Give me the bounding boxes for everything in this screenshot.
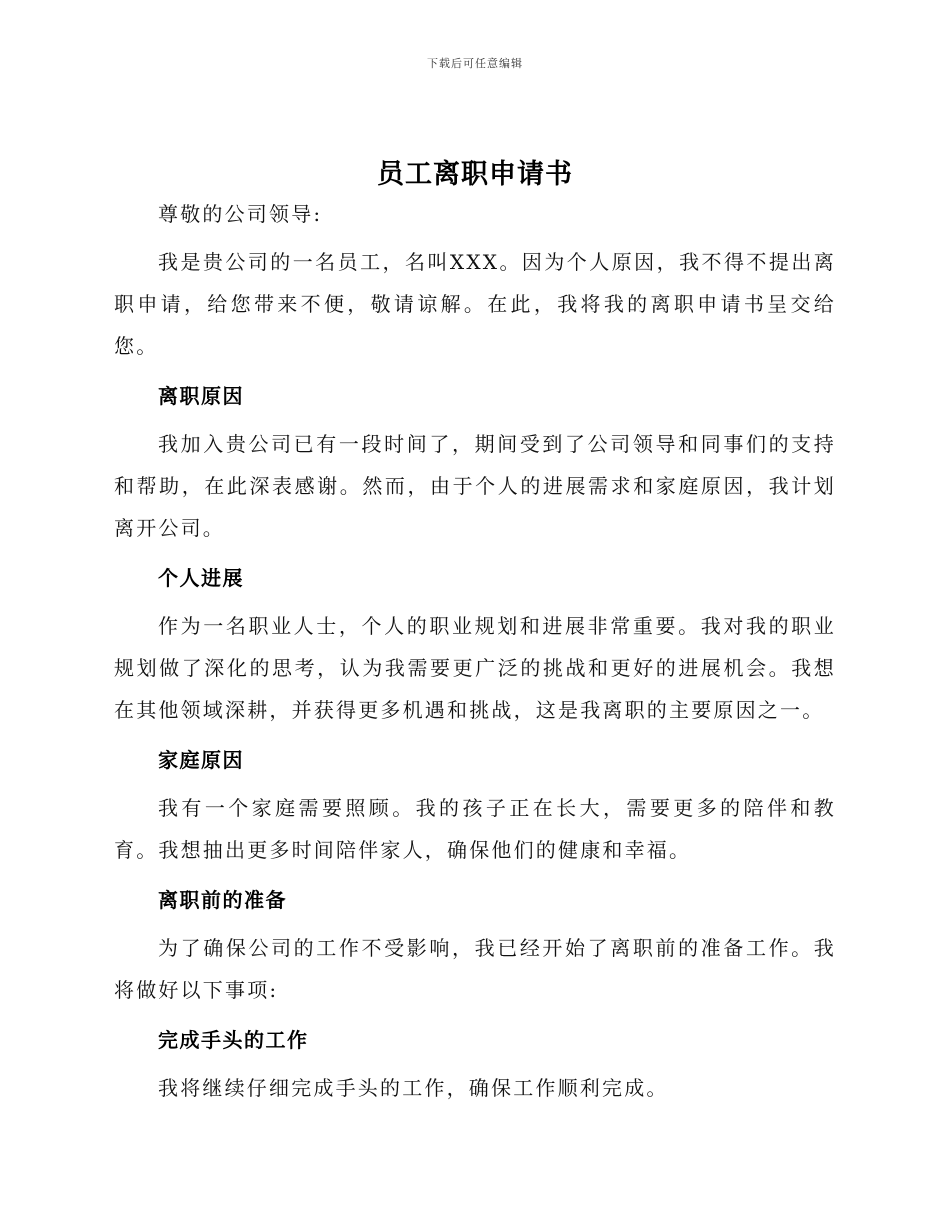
section-heading-reason: 离职原因 [158, 384, 244, 408]
section-heading-finish-work: 完成手头的工作 [158, 1028, 309, 1052]
section-heading-family: 家庭原因 [158, 748, 244, 772]
page-title: 员工离职申请书 [377, 159, 573, 190]
section-heading-personal: 个人进展 [158, 566, 244, 590]
header-note: 下载后可任意编辑 [427, 57, 523, 70]
document-body [114, 193, 836, 1109]
section-body-reason: 我加入贵公司已有一段时间了，期间受到了公司领导和同事们的支持和帮助，在此深表感谢。然而，由于个人的进展需求和家庭原因，我计划离开公司。 [114, 432, 836, 540]
section-body-personal: 作为一名职业人士，个人的职业规划和进展非常重要。我对我的职业规划做了深化的思考，认为我需要更广泛的挑战和更好的进展机会。我想在其他领域深耕，并获得更多机遇和挑战，这是我离职的主要原因之一。 [114, 614, 836, 722]
section-body-finish-work: 我将继续仔细完成手头的工作，确保工作顺利完成。 [158, 1076, 669, 1100]
greeting: 尊敬的公司领导: [158, 202, 323, 226]
intro-paragraph: 我是贵公司的一名员工，名叫XXX。因为个人原因，我不得不提出离职申请，给您带来不便，敬请谅解。在此，我将我的离职申请书呈交给您。 [114, 250, 836, 358]
section-body-family: 我有一个家庭需要照顾。我的孩子正在长大，需要更多的陪伴和教育。我想抽出更多时间陪伴家人，确保他们的健康和幸福。 [114, 796, 836, 862]
section-heading-preparation: 离职前的准备 [158, 888, 287, 912]
section-body-preparation: 为了确保公司的工作不受影响，我已经开始了离职前的准备工作。我将做好以下事项: [114, 936, 836, 1002]
